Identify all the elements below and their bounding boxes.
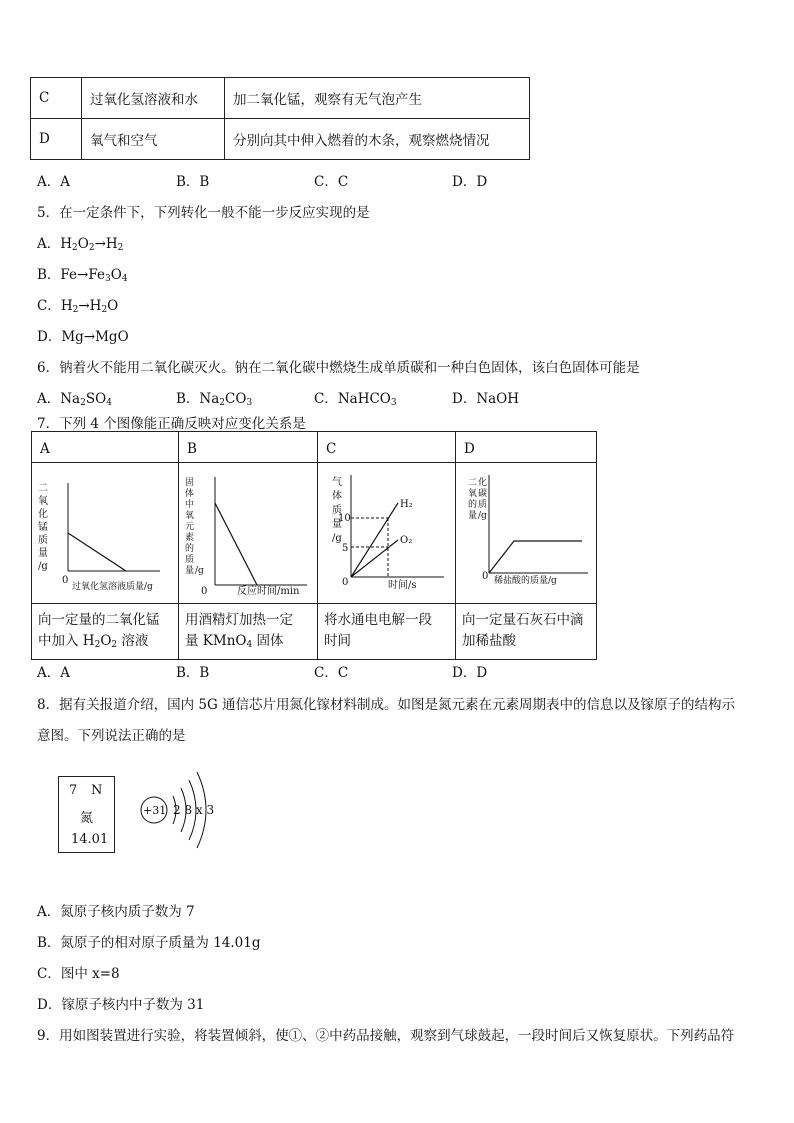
element-number: 7 xyxy=(69,783,78,798)
svg-text:质: 质 xyxy=(38,535,48,546)
svg-text:/g: /g xyxy=(332,533,342,544)
gallium-atom-diagram xyxy=(135,770,235,860)
row-label: C xyxy=(31,78,82,119)
caption-c: 将水通电电解一段 时间 xyxy=(318,604,456,660)
q8-stem-line1: 8．据有关报道介绍，国内 5G 通信芯片用氮化镓材料制成。如图是氮元素在元素周期表中的信息以及镓原子的结构示 xyxy=(37,697,736,713)
graph-a xyxy=(32,463,179,604)
svg-text:质: 质 xyxy=(478,500,488,510)
graph-c xyxy=(318,463,456,604)
graph-d-xlabel: 稀盐酸的质量/g xyxy=(494,576,557,586)
row-label: D xyxy=(31,119,82,160)
graph-b-line xyxy=(215,503,257,585)
graph-c-tick-10: 10 xyxy=(338,513,351,524)
svg-text:气: 气 xyxy=(332,477,342,488)
svg-text:固: 固 xyxy=(185,478,195,488)
q8-stem-line2: 意图。下列说法正确的是 xyxy=(37,728,186,744)
svg-text:/g: /g xyxy=(195,566,204,576)
q7-stem: 7．下列 4 个图像能正确反映对应变化关系是 xyxy=(37,416,306,432)
svg-text:锰: 锰 xyxy=(38,522,48,533)
graph-a-line xyxy=(68,533,126,571)
q6-option-c[interactable]: C．NaHCO$_3$ xyxy=(314,391,397,408)
q6-option-d[interactable]: D．NaOH xyxy=(452,391,520,407)
q5-option-b[interactable]: B．$Fe\to Fe_3O_4$ xyxy=(37,267,128,284)
option-b[interactable]: B．B xyxy=(176,174,210,190)
svg-text:碳: 碳 xyxy=(478,489,488,499)
q7-table xyxy=(31,431,597,660)
nucleus-charge: +31 xyxy=(143,804,167,817)
header-a: A xyxy=(32,432,179,463)
svg-text:化: 化 xyxy=(478,478,488,488)
q8-option-d[interactable]: D．镓原子核内中子数为 31 xyxy=(37,997,205,1013)
svg-text:质: 质 xyxy=(332,505,342,516)
q5-option-c[interactable]: C．$H_2\to H_2O$ xyxy=(37,298,119,315)
q4-table xyxy=(30,77,530,160)
svg-text:元: 元 xyxy=(185,522,195,532)
q6-option-a[interactable]: A．$Na_2SO_4$ xyxy=(37,391,112,408)
graph-b xyxy=(179,463,318,604)
header-c: C xyxy=(318,432,456,463)
q6-option-b[interactable]: B．$Na_2CO_3$ xyxy=(176,391,253,408)
graph-c-svg xyxy=(318,463,456,603)
option-a[interactable]: A．A xyxy=(37,665,70,681)
element-card-nitrogen xyxy=(58,776,115,853)
graph-c-origin: 0 xyxy=(342,577,349,588)
caption-d: 向一定量石灰石中滴 加稀盐酸 xyxy=(456,604,597,660)
graph-a-svg xyxy=(32,463,179,603)
graph-a-origin: 0 xyxy=(62,575,69,586)
element-name: 氮 xyxy=(80,811,94,826)
q8-option-b[interactable]: B．氮原子的相对原子质量为 14.01g xyxy=(37,935,261,951)
q5-option-a[interactable]: A．$H_2O_2\to H_2$ xyxy=(37,236,124,253)
graph-a-xlabel: 过氧化氢溶液质量/g xyxy=(72,582,153,592)
graph-c-tick-5: 5 xyxy=(342,543,349,554)
row-method: 分别向其中伸入燃着的木条，观察燃烧情况 xyxy=(225,119,530,160)
q8-option-a[interactable]: A．氮原子核内质子数为 7 xyxy=(37,904,195,920)
svg-text:量: 量 xyxy=(38,548,48,559)
caption-a: 向一定量的二氧化锰 中加入 $H_2O_2$ 溶液 xyxy=(32,604,179,660)
graph-d xyxy=(456,463,597,604)
q5-stem: 5．在一定条件下，下列转化一般不能一步反应实现的是 xyxy=(37,205,370,221)
svg-text:体: 体 xyxy=(185,489,195,499)
svg-text:量: 量 xyxy=(332,519,342,530)
svg-text:量: 量 xyxy=(185,566,195,576)
svg-text:的: 的 xyxy=(468,500,478,510)
graph-a-ylabel: 二 xyxy=(38,483,48,494)
table-row xyxy=(31,119,530,160)
graph-c-line-h2 xyxy=(351,503,398,577)
graph-b-origin: 0 xyxy=(201,586,208,597)
row-item: 过氧化氢溶液和水 xyxy=(82,78,225,119)
graph-b-svg xyxy=(179,463,318,603)
svg-text:/g: /g xyxy=(478,511,487,521)
option-c[interactable]: C．C xyxy=(314,174,349,190)
shell-electrons: 2 8 x 3 xyxy=(173,803,215,817)
svg-text:素: 素 xyxy=(185,533,195,543)
graph-d-origin: 0 xyxy=(482,571,489,582)
option-b[interactable]: B．B xyxy=(176,665,210,681)
svg-text:体: 体 xyxy=(332,491,342,502)
svg-text:化: 化 xyxy=(38,509,48,520)
row-item: 氧气和空气 xyxy=(82,119,225,160)
caption-b: 用酒精灯加热一定 量 KMnO$_4$ 固体 xyxy=(179,604,318,660)
svg-text:二: 二 xyxy=(468,478,478,488)
graph-c-label-h2: H₂ xyxy=(400,499,413,510)
element-symbol: N xyxy=(91,783,103,798)
graph-c-xlabel: 时间/s xyxy=(388,580,417,591)
q8-option-c[interactable]: C．图中 x=8 xyxy=(37,966,120,982)
graph-c-label-o2: O₂ xyxy=(400,535,413,546)
svg-text:的: 的 xyxy=(185,544,195,554)
svg-text:氧: 氧 xyxy=(185,511,195,521)
option-c[interactable]: C．C xyxy=(314,665,349,681)
option-d[interactable]: D．D xyxy=(452,665,488,681)
graph-d-svg xyxy=(456,463,597,603)
q9-stem: 9．用如图装置进行实验，将装置倾斜，使①、②中药品接触，观察到气球鼓起，一段时间后又恢复原状。下列药品符 xyxy=(37,1028,735,1044)
svg-text:质: 质 xyxy=(185,555,195,565)
header-d: D xyxy=(456,432,597,463)
svg-text:氧: 氧 xyxy=(38,496,48,507)
graph-c-line-o2 xyxy=(351,540,398,577)
q6-stem: 6．钠着火不能用二氧化碳灭火。钠在二氧化碳中燃烧生成单质碳和一种白色固体，该白色固体可能是 xyxy=(37,360,640,376)
graph-b-xlabel: 反应时间/min xyxy=(237,586,300,597)
graph-d-line xyxy=(489,541,582,573)
q5-option-d[interactable]: D．Mg→MgO xyxy=(37,329,129,345)
option-a[interactable]: A．A xyxy=(37,174,70,190)
svg-text:量: 量 xyxy=(468,511,478,521)
element-mass: 14.01 xyxy=(71,832,109,847)
svg-text:中: 中 xyxy=(185,500,195,510)
svg-text:/g: /g xyxy=(38,561,48,572)
header-b: B xyxy=(179,432,318,463)
option-d[interactable]: D．D xyxy=(452,174,488,190)
row-method: 加二氧化锰，观察有无气泡产生 xyxy=(225,78,530,119)
svg-text:氧: 氧 xyxy=(468,489,478,499)
table-row xyxy=(31,78,530,119)
